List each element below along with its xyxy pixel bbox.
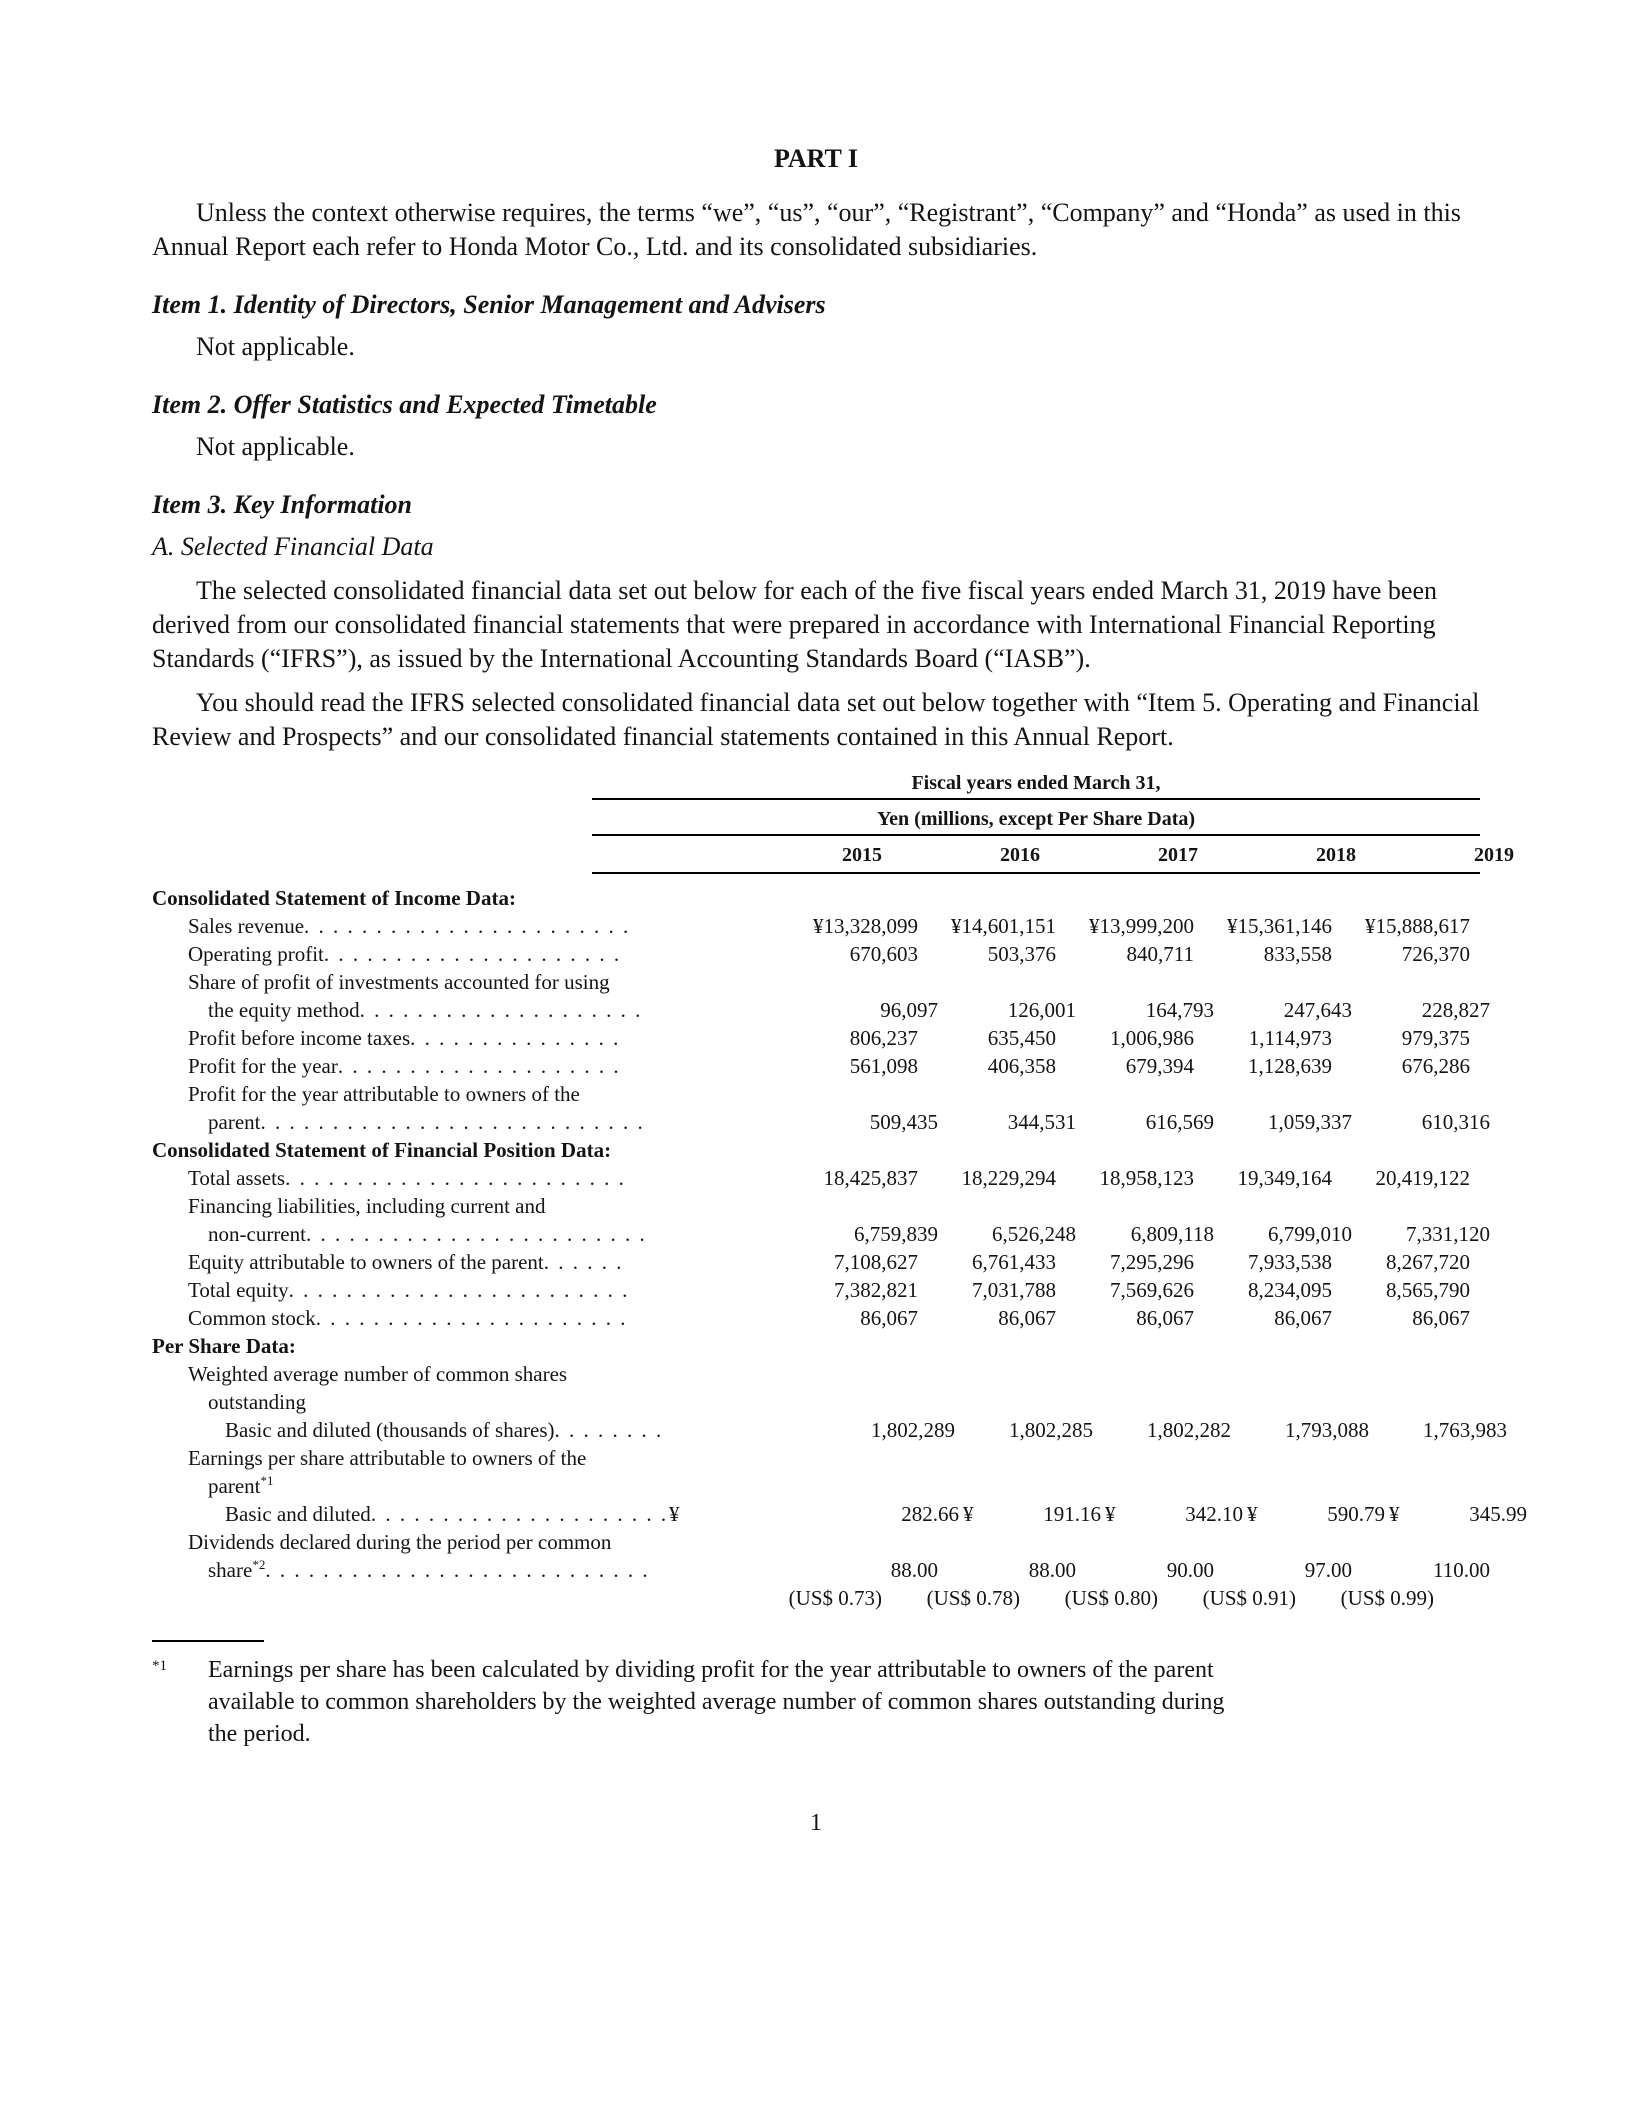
table-header-period: Fiscal years ended March 31, (592, 770, 1480, 800)
table-cell: (US$ 0.91) (1202, 1586, 1296, 1610)
table-cell: 19,349,164 (1237, 1166, 1332, 1190)
table-cell: 110.00 (1433, 1558, 1490, 1582)
table-cell: 18,958,123 (1099, 1166, 1194, 1190)
row-label: Common stock . . . (152, 1304, 628, 1332)
footnote-reference: *2 (252, 1557, 266, 1572)
row-label: Total equity . . . (152, 1276, 628, 1304)
table-row (152, 1556, 1490, 1584)
yen-symbol: ¥ (1389, 1502, 1400, 1526)
table-cell: 86,067 (998, 1306, 1056, 1330)
table-cell: ¥15,888,617 (1365, 914, 1470, 938)
table-cell: 88.00 (890, 1558, 938, 1582)
table-cell: 833,558 (1263, 942, 1332, 966)
footnote-marker: *1 (152, 1658, 167, 1674)
table-header (592, 770, 1514, 874)
row-label: Earnings per share attributable to owners of the (188, 1446, 587, 1470)
table-cell: 18,229,294 (961, 1166, 1056, 1190)
page-content (152, 142, 1527, 1840)
table-cell: 1,802,289 (871, 1418, 955, 1442)
table-row (152, 1164, 1480, 1192)
table-cell: (US$ 0.99) (1340, 1586, 1434, 1610)
page-number: 1 (810, 1810, 822, 1836)
table-cell: 979,375 (1401, 1026, 1470, 1050)
table-row (152, 1472, 1480, 1500)
table-row (152, 1220, 1490, 1248)
year-column-header: 2015 (842, 844, 882, 866)
table-year-row (592, 842, 1514, 874)
table-cell: 1,802,285 (1009, 1418, 1093, 1442)
table-cell: ¥ 590.79 (1247, 1502, 1385, 1526)
footnote-reference: *1 (260, 1473, 274, 1488)
table-cell: ¥13,999,200 (1089, 914, 1194, 938)
table-cell: 806,237 (849, 1026, 918, 1050)
table-row (152, 1248, 1480, 1276)
part-title: PART I (773, 144, 859, 173)
table-row (152, 1528, 1480, 1556)
table-row (152, 1052, 1480, 1080)
item2-heading: Item 2. Offer Statistics and Expected Timetable (152, 390, 657, 419)
table-cell: ¥ 191.16 (963, 1502, 1101, 1526)
table-row (152, 1332, 1480, 1360)
yen-symbol: ¥ (1247, 1502, 1258, 1526)
table-cell: 97.00 (1304, 1558, 1352, 1582)
item1-heading: Item 1. Identity of Directors, Senior Management and Advisers (152, 290, 826, 319)
table-cell: 6,761,433 (972, 1250, 1056, 1274)
footnote-separator (152, 1640, 264, 1642)
leader-dots (260, 1108, 648, 1136)
table-cell: 7,331,120 (1406, 1222, 1490, 1246)
table-cell: 7,031,788 (972, 1278, 1056, 1302)
table-row (152, 884, 1480, 912)
item2-body: Not applicable. (196, 432, 355, 461)
table-cell: 126,001 (1007, 998, 1076, 1022)
table-row (152, 968, 1480, 996)
row-label: Equity attributable to owners of the parent . . . (152, 1248, 628, 1276)
footnote-text: Earnings per share has been calculated by dividing profit for the year attributable to owners of the parent available to common shareholders by the weighted average number of common shares outstanding during the period. (208, 1657, 1225, 1747)
table-cell: 1,059,337 (1268, 1110, 1352, 1134)
table-cell: 86,067 (1136, 1306, 1194, 1330)
table-cell: 7,933,538 (1248, 1250, 1332, 1274)
row-label: Profit for the year attributable to owners of the (188, 1082, 580, 1106)
row-label: parent . . . (152, 1108, 648, 1136)
year-column-header: 2017 (1158, 844, 1198, 866)
table-row (152, 912, 1480, 940)
leader-dots (265, 1556, 648, 1584)
table-cell: 20,419,122 (1375, 1166, 1470, 1190)
table-cell: (US$ 0.78) (926, 1586, 1020, 1610)
table-cell: 18,425,837 (823, 1166, 918, 1190)
row-label: Total assets . . . (152, 1164, 628, 1192)
table-cell: 8,565,790 (1386, 1278, 1470, 1302)
leader-dots (304, 912, 628, 940)
row-label: Dividends declared during the period per common (188, 1530, 612, 1554)
leader-dots (324, 940, 628, 968)
table-cell: ¥ 342.10 (1105, 1502, 1243, 1526)
table-cell: 509,435 (869, 1110, 938, 1134)
leader-dots (410, 1024, 628, 1052)
table-cell: 344,531 (1007, 1110, 1076, 1134)
table-row (152, 1108, 1490, 1136)
table-cell: (US$ 0.80) (1064, 1586, 1158, 1610)
item1-body: Not applicable. (196, 332, 355, 361)
table-row (152, 1360, 1480, 1388)
paragraph-selected-data: The selected consolidated financial data set out below for each of the five fiscal years ended March 31, 2019 have been derived from our consolidated financial statements that were prepared in accordance with International Financial Reporting Standards (“IFRS”), as issued by the International Accounting Standards Board (“IASB”). (152, 576, 1437, 673)
table-cell: 1,006,986 (1110, 1026, 1194, 1050)
table-cell: 164,793 (1145, 998, 1214, 1022)
row-label: Operating profit . . . (152, 940, 628, 968)
table-row (152, 1304, 1480, 1332)
table-cell: 561,098 (849, 1054, 918, 1078)
table-row (152, 1276, 1480, 1304)
leader-dots (316, 1304, 628, 1332)
table-cell: ¥ 282.66 (669, 1502, 959, 1526)
table-cell: 610,316 (1421, 1110, 1490, 1134)
table-cell: ¥ 345.99 (1389, 1502, 1527, 1526)
table-cell: 406,358 (987, 1054, 1056, 1078)
table-cell: ¥13,328,099 (813, 914, 918, 938)
table-body (152, 874, 1527, 1612)
table-row (152, 996, 1490, 1024)
financial-data-table (152, 770, 1527, 1612)
table-cell: 676,286 (1401, 1054, 1470, 1078)
row-label: Per Share Data: (152, 1334, 296, 1358)
table-cell: 7,382,821 (834, 1278, 918, 1302)
row-label: parent$^{*1}$ (208, 1473, 274, 1498)
table-cell: 670,603 (849, 942, 918, 966)
year-column-header: 2018 (1316, 844, 1356, 866)
footnote (152, 1654, 1480, 1750)
table-cell: ¥14,601,151 (951, 914, 1056, 938)
table-cell: 96,097 (880, 998, 938, 1022)
yen-symbol: ¥ (1105, 1502, 1116, 1526)
table-cell: 88.00 (1028, 1558, 1076, 1582)
table-cell: 840,711 (1126, 942, 1194, 966)
row-label: Sales revenue . . . (152, 912, 628, 940)
table-cell: 6,809,118 (1130, 1222, 1214, 1246)
leader-dots (338, 1052, 628, 1080)
row-label: Share of profit of investments accounted for using (188, 970, 610, 994)
table-cell: 1,128,639 (1248, 1054, 1332, 1078)
table-cell: 679,394 (1125, 1054, 1194, 1078)
row-label: Consolidated Statement of Financial Position Data: (152, 1138, 612, 1162)
row-label: Weighted average number of common shares (188, 1362, 568, 1386)
table-cell: 726,370 (1401, 942, 1470, 966)
table-row (152, 1192, 1480, 1220)
paragraph-read-together: You should read the IFRS selected consolidated financial data set out below together with “Item 5. Operating and Financial Review and Prospects” and our consolidated financial statements contained in this Annual Report. (152, 688, 1480, 751)
table-row (152, 940, 1480, 968)
table-cell: 86,067 (1274, 1306, 1332, 1330)
table-row (152, 1584, 1480, 1612)
row-label: Profit before income taxes . . . (152, 1024, 628, 1052)
table-row (152, 1136, 1480, 1164)
row-label: Basic and diluted (thousands of shares) . . . (152, 1416, 665, 1444)
leader-dots (360, 996, 648, 1024)
table-row (152, 1416, 1507, 1444)
yen-symbol: ¥ (963, 1502, 974, 1526)
intro-paragraph: Unless the context otherwise requires, the terms “we”, “us”, “our”, “Registrant”, “Company” and “Honda” as used in this Annual Report each refer to Honda Motor Co., Ltd. and its consolidated subsidiaries. (152, 198, 1461, 261)
table-row (152, 1500, 1527, 1528)
row-label: Profit for the year . . . (152, 1052, 628, 1080)
row-label: Basic and diluted . . . (152, 1500, 665, 1528)
leader-dots (555, 1416, 665, 1444)
table-cell: 635,450 (987, 1026, 1056, 1050)
table-cell: 616,569 (1145, 1110, 1214, 1134)
table-cell: 1,114,973 (1248, 1026, 1332, 1050)
leader-dots (544, 1248, 628, 1276)
row-label: outstanding (208, 1390, 306, 1414)
table-cell: 7,108,627 (834, 1250, 918, 1274)
leader-dots (371, 1500, 665, 1528)
table-row (152, 1080, 1480, 1108)
table-header-units: Yen (millions, except Per Share Data) (592, 806, 1480, 836)
item3-heading: Item 3. Key Information (152, 490, 413, 519)
table-cell: ¥15,361,146 (1227, 914, 1332, 938)
row-label: Financing liabilities, including current and (188, 1194, 546, 1218)
table-cell: 6,526,248 (992, 1222, 1076, 1246)
table-cell: 6,799,010 (1268, 1222, 1352, 1246)
table-cell: 8,234,095 (1248, 1278, 1332, 1302)
leader-dots (306, 1220, 648, 1248)
table-cell: 86,067 (860, 1306, 918, 1330)
row-label: share$^{*2}$ . . . (152, 1556, 648, 1584)
table-row (152, 1024, 1480, 1052)
row-label: Consolidated Statement of Income Data: (152, 886, 516, 910)
table-cell: 7,569,626 (1110, 1278, 1194, 1302)
table-cell: 228,827 (1421, 998, 1490, 1022)
selected-financial-data-subheading: A. Selected Financial Data (152, 532, 434, 561)
row-label: non-current . . . (152, 1220, 648, 1248)
year-column-header: 2019 (1474, 844, 1514, 866)
row-label: the equity method . . . (152, 996, 648, 1024)
yen-symbol: ¥ (669, 1502, 680, 1526)
table-row (152, 1388, 1480, 1416)
table-row (152, 1444, 1480, 1472)
table-cell: 7,295,296 (1110, 1250, 1194, 1274)
year-column-header: 2016 (1000, 844, 1040, 866)
table-cell: 1,763,983 (1423, 1418, 1507, 1442)
table-cell: 247,643 (1283, 998, 1352, 1022)
table-cell: 503,376 (987, 942, 1056, 966)
table-cell: (US$ 0.73) (788, 1586, 882, 1610)
table-cell: 1,793,088 (1285, 1418, 1369, 1442)
table-cell: 8,267,720 (1386, 1250, 1470, 1274)
table-cell: 1,802,282 (1147, 1418, 1231, 1442)
leader-dots (289, 1276, 628, 1304)
table-cell: 90.00 (1166, 1558, 1214, 1582)
leader-dots (285, 1164, 628, 1192)
table-cell: 86,067 (1412, 1306, 1470, 1330)
table-cell: 6,759,839 (854, 1222, 938, 1246)
